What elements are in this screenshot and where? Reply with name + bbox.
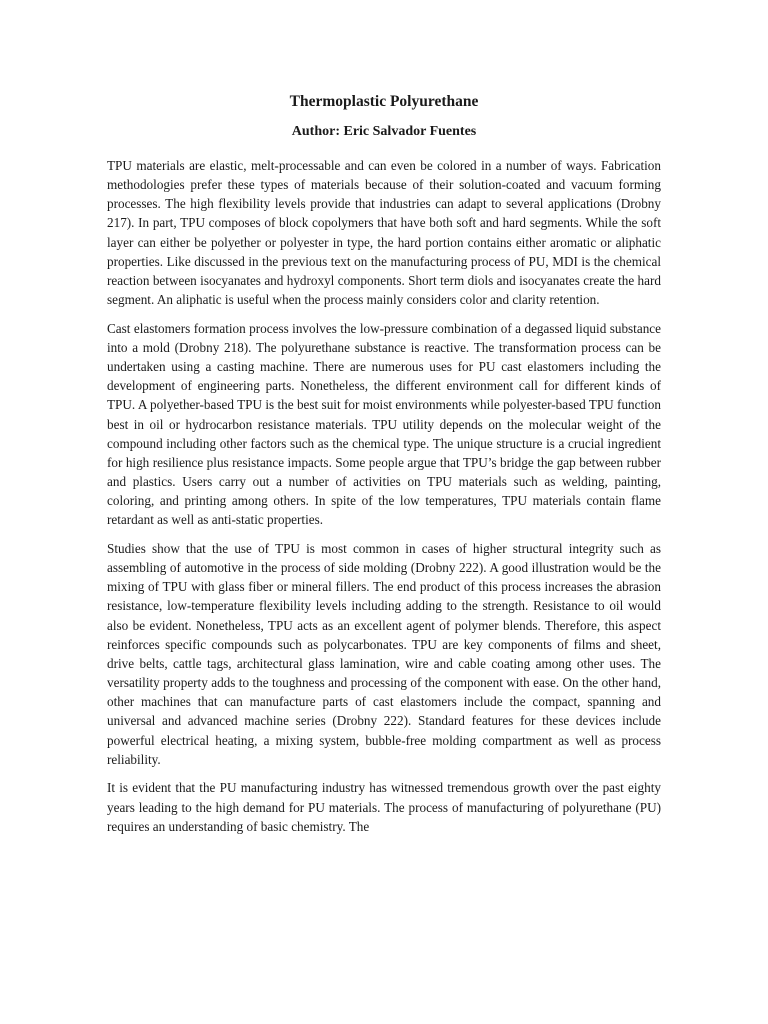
body-paragraph-1: TPU materials are elastic, melt-processable and can even be colored in a number of ways. Fabrication methodologies prefer these types of materials because of their solution-coated and vacuum forming processes. The high flexibility levels provide that industries can adapt to several applications (Drobny 217). In part, TPU composes of block copolymers that have both soft and hard segments. While the soft layer can either be polyether or polyester in type, the hard portion contains either aromatic or aliphatic properties. Like discussed in the previous text on the manufacturing process of PU, MDI is the chemical reaction between isocyanates and hydroxyl components. Short term diols and isocyanates create the hard segment. An aliphatic is useful when the process mainly considers color and clarity retention. — [107, 158, 661, 308]
body-paragraph-3: Studies show that the use of TPU is most common in cases of higher structural integrity such as assembling of automotive in the process of side molding (Drobny 222). A good illustration would be the mixing of TPU with glass fiber or mineral fillers. The end product of this process increases the abrasion resistance, low-temperature flexibility levels including adding to the strength. Resistance to oil would also be evident. Nonetheless, TPU acts as an excellent agent of polymer blends. Therefore, this aspect reinforces specific compounds such as polycarbonates. TPU are key components of films and sheet, drive belts, cattle tags, architectural glass lamination, wire and cable coating among other uses. The versatility property adds to the toughness and processing of the component with ease. On the other hand, other machines that can manufacture parts of cast elastomers include the compact, spanning and universal and advanced machine series (Drobny 222). Standard features for these devices include powerful electrical heating, a mixing system, bubble-free molding compartment as well as process reliability. — [107, 540, 661, 767]
document-page — [107, 92, 661, 845]
document-title: Thermoplastic Polyurethane — [289, 93, 479, 110]
document-author: Author: Eric Salvador Fuentes — [291, 124, 477, 139]
body-paragraph-4: It is evident that the PU manufacturing industry has witnessed tremendous growth over the past eighty years leading to the high demand for PU materials. The process of manufacturing of polyurethane (PU) requires an understanding of basic chemistry. The — [107, 780, 661, 834]
body-paragraph-2: Cast elastomers formation process involves the low-pressure combination of a degassed liquid substance into a mold (Drobny 218). The polyurethane substance is reactive. The transformation process can be undertaken using a casting machine. There are numerous uses for PU cast elastomers including the development of engineering parts. Nonetheless, the different environment call for different kinds of TPU. A polyether-based TPU is the best suit for moist environments while polyester-based TPU function best in oil or hydrocarbon resistance materials. TPU utility depends on the molecular weight of the compound including other factors such as the chemical type. The unique structure is a crucial ingredient for high resilience plus resistance impacts. Some people argue that TPU’s bridge the gap between rubber and plastics. Users carry out a number of activities on TPU materials such as welding, painting, coloring, and printing among others. In spite of the low temperatures, TPU materials contain flame retardant as well as anti-static properties. — [107, 320, 661, 528]
